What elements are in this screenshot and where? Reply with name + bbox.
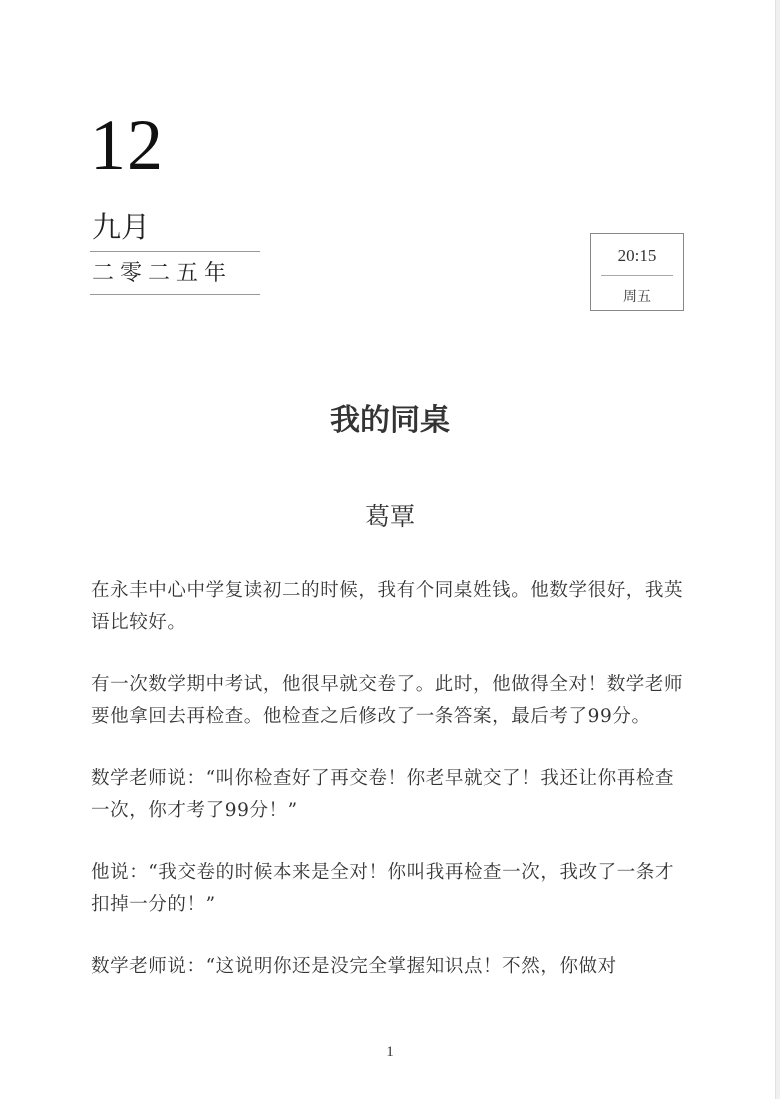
day-number: 12 — [90, 105, 164, 185]
page-number: 1 — [386, 1044, 394, 1060]
paragraph-5: 数学老师说：“这说明你还是没完全掌握知识点！不然，你做对 — [91, 956, 617, 977]
article-author: 葛覃 — [364, 502, 415, 531]
time-label: 20:15 — [617, 246, 657, 265]
weekday-label: 周五 — [623, 289, 651, 305]
page-edge — [775, 0, 780, 1099]
paragraph-2: 有一次数学期中考试，他很早就交卷了。此时，他做得全对！数学老师要他拿回去再检查。他检查之后修改了一条答案，最后考了99分。 — [91, 674, 684, 727]
paragraph-3: 数学老师说：“叫你检查好了再交卷！你老早就交了！我还让你再检查一次，你才考了99分！” — [91, 768, 675, 821]
article-title: 我的同桌 — [330, 403, 450, 438]
year-divider-top — [90, 251, 260, 252]
paragraph-1: 在永丰中心中学复读初二的时候，我有个同桌姓钱。他数学很好，我英语比较好。 — [91, 580, 684, 633]
article-body — [91, 575, 691, 1013]
year-divider-bottom — [90, 294, 260, 295]
time-box — [590, 233, 684, 311]
year-label: 二零二五年 — [92, 261, 233, 286]
month-label: 九月 — [92, 210, 151, 244]
time-divider — [601, 275, 673, 276]
paragraph-4: 他说：“我交卷的时候本来是全对！你叫我再检查一次，我改了一条才扣掉一分的！” — [91, 862, 675, 915]
